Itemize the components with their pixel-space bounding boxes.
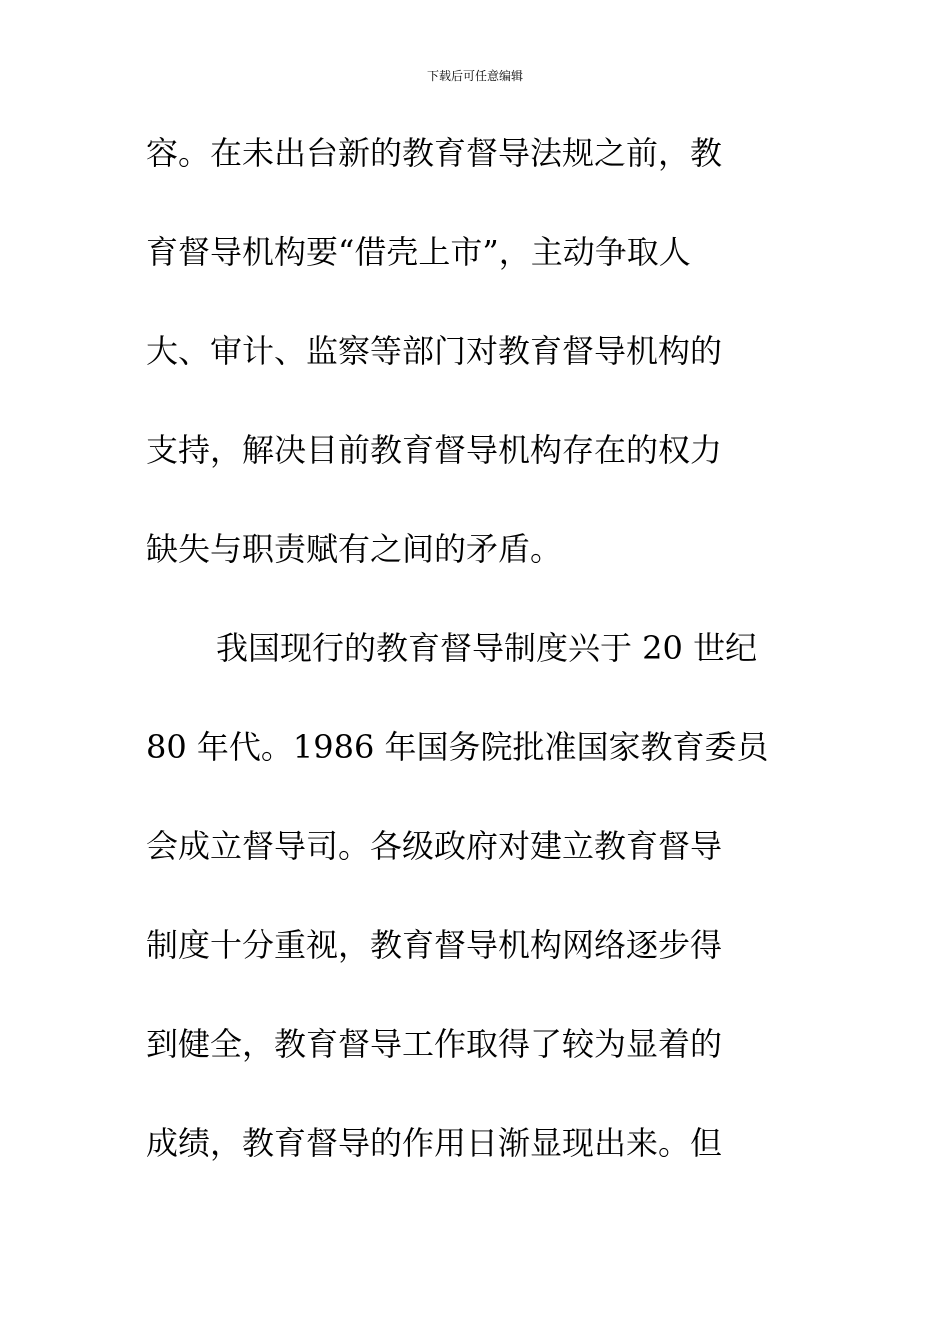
text-line: 到健全，教育督导工作取得了较为显着的 (146, 1025, 723, 1063)
text-line: 大、审计、监察等部门对教育督导机构的 (146, 332, 723, 370)
text-line: 制度十分重视，教育督导机构网络逐步得 (146, 926, 723, 964)
text-line: 成绩，教育督导的作用日渐显现出来。但 (146, 1124, 723, 1162)
text-line: 会成立督导司。各级政府对建立教育督导 (146, 827, 723, 865)
text-line: 育督导机构要“借壳上市”，主动争取人 (146, 233, 691, 271)
document-body (146, 104, 806, 1193)
text-line: 支持，解决目前教育督导机构存在的权力 (146, 431, 723, 469)
paragraph-2 (146, 599, 806, 1193)
page-header-note: 下载后可任意编辑 (426, 69, 523, 83)
paragraph-1 (146, 104, 806, 599)
text-line: 我国现行的教育督导制度兴于 20 世纪 (216, 629, 758, 667)
text-line: 80 年代。1986 年国务院批准国家教育委员 (146, 728, 769, 766)
text-line: 容。在未出台新的教育督导法规之前，教 (146, 134, 723, 172)
text-line: 缺失与职责赋有之间的矛盾。 (146, 530, 563, 568)
